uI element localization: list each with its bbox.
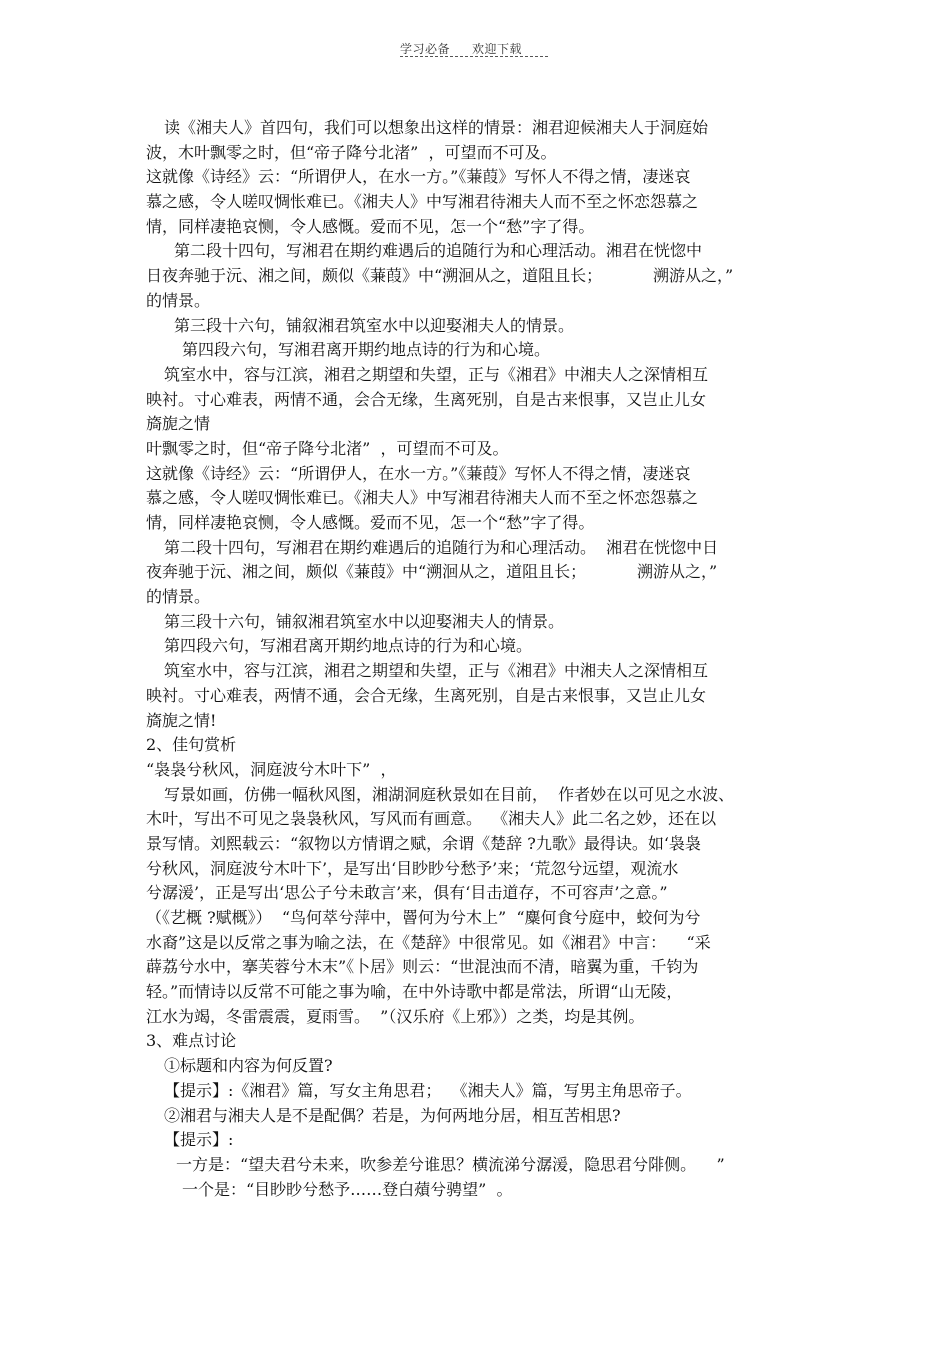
page-header: [400, 40, 550, 57]
text-line: 景写情。刘熙载云：“叙物以方情谓之赋，余谓《楚辞 ?九歌》最得诀。如‘袅袅: [146, 833, 701, 853]
text-line: 【提示】:《湘君》篇，写女主角思君； 《湘夫人》篇，写男主角思帝子。: [164, 1080, 692, 1100]
text-line: ②湘君与湘夫人是不是配偶？若是，为何两地分居，相互苦相思?: [164, 1105, 621, 1125]
text-line: 轻。”而情诗以反常不可能之事为喻，在中外诗歌中都是常法，所谓“山无陵，: [146, 982, 683, 1002]
text-line: 旖旎之情: [146, 414, 211, 434]
text-line: 第三段十六句，铺叙湘君筑室水中以迎娶湘夫人的情景。: [174, 315, 575, 335]
text-line: 这就像《诗经》云：“所谓伊人，在水一方。”《蒹葭》写怀人不得之情，凄迷哀: [146, 167, 691, 187]
text-line: 3、难点讨论: [146, 1031, 237, 1051]
text-line: 慕之感，令人嗟叹惆怅难已。《湘夫人》中写湘君待湘夫人而不至之怀恋怨慕之: [146, 192, 699, 212]
text-line: 一个是：“目眇眇兮愁予……登白薠兮骋望” 。: [182, 1179, 513, 1199]
text-line: 情，同样凄艳哀恻，令人感慨。爱而不见，怎一个“愁”字了得。: [146, 216, 595, 236]
text-line: 第四段六句，写湘君离开期约地点诗的行为和心境。: [164, 636, 533, 656]
text-line: ①标题和内容为何反置?: [164, 1056, 333, 1076]
text-line: 筑室水中，容与江滨，湘君之期望和失望，正与《湘君》中湘夫人之深情相互: [164, 661, 709, 681]
text-line: 旖旎之情!: [146, 710, 217, 730]
text-line: 映衬。寸心难表，两情不通，会合无缘，生离死别，自是古来恨事，又岂止儿女: [146, 685, 707, 705]
text-line: 兮秋风，洞庭波兮木叶下’，是写出‘目眇眇兮愁予’来；‘荒忽兮远望，观流水: [146, 858, 679, 878]
text-line: 写景如画，仿佛一幅秋风图，湘湖洞庭秋景如在目前， 作者妙在以可见之水波、: [164, 784, 735, 804]
text-line: 筑室水中，容与江滨，湘君之期望和失望，正与《湘君》中湘夫人之深情相互: [164, 364, 709, 384]
header-divider: [400, 56, 548, 57]
text-line: 情，同样凄艳哀恻，令人感慨。爱而不见，怎一个“愁”字了得。: [146, 513, 595, 532]
document-body: [146, 116, 806, 1202]
text-line: 一方是：“望夫君兮未来，吹参差兮谁思？横流涕兮潺湲，隐思君兮陫侧。 ”: [176, 1154, 725, 1174]
text-line: “袅袅兮秋风，洞庭波兮木叶下” ，: [146, 759, 397, 779]
text-line: 第二段十四句，写湘君在期约难遇后的追随行为和心理活动。 湘君在恍惚中日: [164, 537, 719, 557]
text-line: 映衬。寸心难表，两情不通，会合无缘，生离死别，自是古来恨事，又岂止儿女: [146, 389, 707, 409]
header-right-text: 欢迎下载: [472, 42, 523, 56]
text-line: 第三段十六句，铺叙湘君筑室水中以迎娶湘夫人的情景。: [164, 611, 565, 631]
text-line: 薜荔兮水中，搴芙蓉兮木末”《卜居》则云：“世混浊而不清，暗翼为重，千钧为: [146, 957, 699, 977]
text-line: 【提示】:: [164, 1130, 234, 1150]
text-line: 日夜奔驰于沅、湘之间，颇似《蒹葭》中“溯洄从之，道阻且长； 溯游从之，”: [146, 266, 734, 286]
text-line: 兮潺湲’，正是写出‘思公子兮未敢言’来，俱有‘目击道存，不可容声’之意。”: [146, 883, 668, 903]
text-line: 2、佳句赏析: [146, 735, 237, 755]
text-line: 读《湘夫人》首四句，我们可以想象出这样的情景：湘君迎候湘夫人于洞庭始: [164, 118, 709, 137]
text-line: 第二段十四句，写湘君在期约难遇后的追随行为和心理活动。湘君在恍惚中: [174, 241, 703, 261]
text-line: 慕之感，令人嗟叹惆怅难已。《湘夫人》中写湘君待湘夫人而不至之怀恋怨慕之: [146, 488, 699, 508]
text-line: 江水为竭，冬雷震震，夏雨雪。 ”（汉乐府《上邪》）之类，均是其例。: [146, 1006, 645, 1026]
text-line: 波，木叶飘零之时，但“帝子降兮北渚” ，可望而不可及。: [146, 142, 557, 162]
text-line: 的情景。: [146, 587, 211, 607]
text-line: 叶飘零之时，但“帝子降兮北渚” ，可望而不可及。: [146, 438, 509, 458]
text-line: 的情景。: [146, 290, 211, 310]
text-line: 木叶，写出不可见之袅袅秋风，写风而有画意。 《湘夫人》此二名之妙，还在以: [146, 809, 717, 829]
text-line: 夜奔驰于沅、湘之间，颇似《蒹葭》中“溯洄从之，道阻且长； 溯游从之，”: [146, 562, 718, 582]
text-line: 这就像《诗经》云：“所谓伊人，在水一方。”《蒹葭》写怀人不得之情，凄迷哀: [146, 463, 691, 483]
text-line: 第四段六句，写湘君离开期约地点诗的行为和心境。: [182, 340, 551, 360]
text-line: （《艺概 ?赋概》） “鸟何萃兮萍中，罾何为兮木上” “麋何食兮庭中，蛟何为兮: [146, 908, 701, 927]
text-line: 水裔”这是以反常之事为喻之法，在《楚辞》中很常见。如《湘君》中言： “采: [146, 932, 711, 952]
header-left-text: 学习必备: [400, 42, 451, 56]
